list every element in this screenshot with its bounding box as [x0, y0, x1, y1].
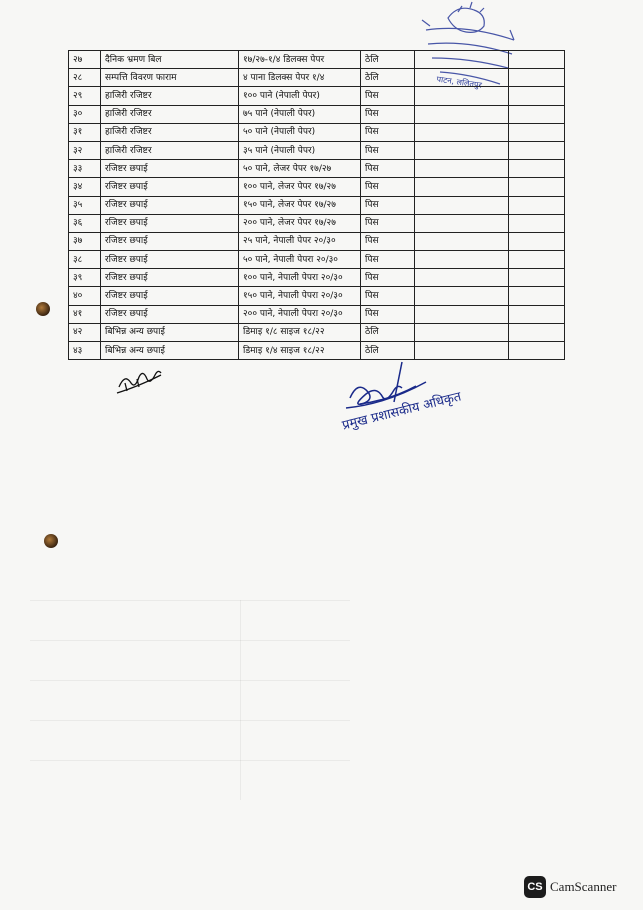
stamp-text: पाटन, ललितपुर: [436, 74, 483, 90]
row-serial-number: ३७: [69, 232, 101, 250]
row-empty-cell: [415, 323, 509, 341]
table-row: [69, 232, 565, 250]
table-row: [69, 269, 565, 287]
row-specification: १५० पाने, लेजर पेपर १७/२७: [239, 196, 361, 214]
table-row: [69, 214, 565, 232]
row-empty-cell: [509, 323, 565, 341]
row-specification: १७/२७-१/४ डिलक्स पेपर: [239, 51, 361, 69]
row-item-name: रजिष्टर छपाई: [101, 160, 239, 178]
row-empty-cell: [509, 87, 565, 105]
row-specification: ४ पाना डिलक्स पेपर १/४: [239, 69, 361, 87]
row-serial-number: ३२: [69, 141, 101, 159]
row-unit: ठेलि: [361, 69, 415, 87]
row-unit: पिस: [361, 287, 415, 305]
row-item-name: हाजिरी रजिष्टर: [101, 141, 239, 159]
row-item-name: दैनिक भ्रमण बिल: [101, 51, 239, 69]
table-row: [69, 123, 565, 141]
row-serial-number: २७: [69, 51, 101, 69]
items-table: [68, 50, 565, 360]
row-specification: ५० पाने, लेजर पेपर १७/२७: [239, 160, 361, 178]
table-row: [69, 51, 565, 69]
camscanner-logo: CS: [524, 876, 546, 898]
row-empty-cell: [509, 251, 565, 269]
row-unit: पिस: [361, 178, 415, 196]
camscanner-label: CamScanner: [550, 879, 617, 894]
row-specification: २०० पाने, लेजर पेपर १७/२७: [239, 214, 361, 232]
row-item-name: रजिष्टर छपाई: [101, 232, 239, 250]
row-empty-cell: [415, 251, 509, 269]
row-empty-cell: [415, 342, 509, 360]
row-empty-cell: [415, 69, 509, 87]
row-serial-number: ३८: [69, 251, 101, 269]
right-signature-block: [340, 358, 470, 453]
table-row: [69, 87, 565, 105]
table-row: [69, 160, 565, 178]
row-unit: ठेलि: [361, 51, 415, 69]
row-empty-cell: [415, 232, 509, 250]
row-empty-cell: [415, 287, 509, 305]
row-empty-cell: [509, 105, 565, 123]
row-unit: पिस: [361, 87, 415, 105]
row-item-name: रजिष्टर छपाई: [101, 287, 239, 305]
row-serial-number: ४०: [69, 287, 101, 305]
row-empty-cell: [415, 105, 509, 123]
left-signature: [115, 365, 163, 397]
row-unit: पिस: [361, 214, 415, 232]
row-empty-cell: [509, 342, 565, 360]
row-item-name: रजिष्टर छपाई: [101, 178, 239, 196]
designation-text: प्रमुख प्रशासकीय अधिकृत: [340, 389, 463, 434]
row-empty-cell: [509, 69, 565, 87]
row-empty-cell: [415, 269, 509, 287]
row-specification: १०० पाने, नेपाली पेपरा २०/३०: [239, 269, 361, 287]
row-empty-cell: [415, 196, 509, 214]
punch-hole-bottom: [44, 534, 58, 548]
row-unit: पिस: [361, 251, 415, 269]
row-serial-number: ३९: [69, 269, 101, 287]
row-specification: डिमाइ १/८ साइज १८/२२: [239, 323, 361, 341]
row-serial-number: ३४: [69, 178, 101, 196]
camscanner-watermark: [524, 876, 616, 898]
table-row: [69, 196, 565, 214]
row-serial-number: ३१: [69, 123, 101, 141]
table-row: [69, 251, 565, 269]
row-empty-cell: [415, 214, 509, 232]
row-item-name: हाजिरी रजिष्टर: [101, 105, 239, 123]
row-empty-cell: [415, 51, 509, 69]
row-empty-cell: [509, 232, 565, 250]
row-unit: पिस: [361, 232, 415, 250]
row-empty-cell: [415, 141, 509, 159]
row-specification: २०० पाने, नेपाली पेपरा २०/३०: [239, 305, 361, 323]
row-item-name: बिभिन्न अन्य छपाई: [101, 342, 239, 360]
row-item-name: रजिष्टर छपाई: [101, 196, 239, 214]
row-item-name: रजिष्टर छपाई: [101, 269, 239, 287]
row-unit: पिस: [361, 141, 415, 159]
row-item-name: सम्पत्ति विवरण फाराम: [101, 69, 239, 87]
row-item-name: रजिष्टर छपाई: [101, 214, 239, 232]
row-unit: पिस: [361, 269, 415, 287]
row-empty-cell: [509, 160, 565, 178]
table-row: [69, 342, 565, 360]
row-specification: २५ पाने, नेपाली पेपर २०/३०: [239, 232, 361, 250]
row-empty-cell: [509, 51, 565, 69]
row-item-name: हाजिरी रजिष्टर: [101, 123, 239, 141]
row-unit: ठेलि: [361, 342, 415, 360]
punch-hole-top: [36, 302, 50, 316]
row-item-name: रजिष्टर छपाई: [101, 251, 239, 269]
row-item-name: हाजिरी रजिष्टर: [101, 87, 239, 105]
row-empty-cell: [415, 123, 509, 141]
row-serial-number: ३०: [69, 105, 101, 123]
row-empty-cell: [509, 178, 565, 196]
row-unit: पिस: [361, 305, 415, 323]
table-row: [69, 141, 565, 159]
row-specification: ३५ पाने (नेपाली पेपर): [239, 141, 361, 159]
row-empty-cell: [509, 305, 565, 323]
table-row: [69, 69, 565, 87]
row-specification: ७५ पाने (नेपाली पेपर): [239, 105, 361, 123]
row-empty-cell: [509, 287, 565, 305]
table-row: [69, 323, 565, 341]
row-serial-number: २९: [69, 87, 101, 105]
row-empty-cell: [509, 141, 565, 159]
row-unit: पिस: [361, 196, 415, 214]
row-specification: १०० पाने, लेजर पेपर १७/२७: [239, 178, 361, 196]
row-serial-number: ४३: [69, 342, 101, 360]
row-empty-cell: [415, 305, 509, 323]
table-row: [69, 178, 565, 196]
row-serial-number: ३५: [69, 196, 101, 214]
row-serial-number: ३३: [69, 160, 101, 178]
row-specification: ५० पाने (नेपाली पेपर): [239, 123, 361, 141]
row-specification: १५० पाने, नेपाली पेपरा २०/३०: [239, 287, 361, 305]
row-item-name: बिभिन्न अन्य छपाई: [101, 323, 239, 341]
row-specification: डिमाइ १/४ साइज १८/२२: [239, 342, 361, 360]
row-item-name: रजिष्टर छपाई: [101, 305, 239, 323]
row-serial-number: ४१: [69, 305, 101, 323]
row-empty-cell: [415, 178, 509, 196]
table-row: [69, 105, 565, 123]
row-empty-cell: [415, 160, 509, 178]
row-unit: ठेलि: [361, 323, 415, 341]
row-specification: १०० पाने (नेपाली पेपर): [239, 87, 361, 105]
row-unit: पिस: [361, 105, 415, 123]
row-specification: ५० पाने, नेपाली पेपरा २०/३०: [239, 251, 361, 269]
row-serial-number: २८: [69, 69, 101, 87]
row-empty-cell: [509, 269, 565, 287]
table-row: [69, 287, 565, 305]
table-row: [69, 305, 565, 323]
row-unit: पिस: [361, 123, 415, 141]
row-unit: पिस: [361, 160, 415, 178]
row-empty-cell: [509, 196, 565, 214]
row-serial-number: ४२: [69, 323, 101, 341]
row-empty-cell: [509, 123, 565, 141]
row-empty-cell: [415, 87, 509, 105]
row-serial-number: ३६: [69, 214, 101, 232]
row-empty-cell: [509, 214, 565, 232]
